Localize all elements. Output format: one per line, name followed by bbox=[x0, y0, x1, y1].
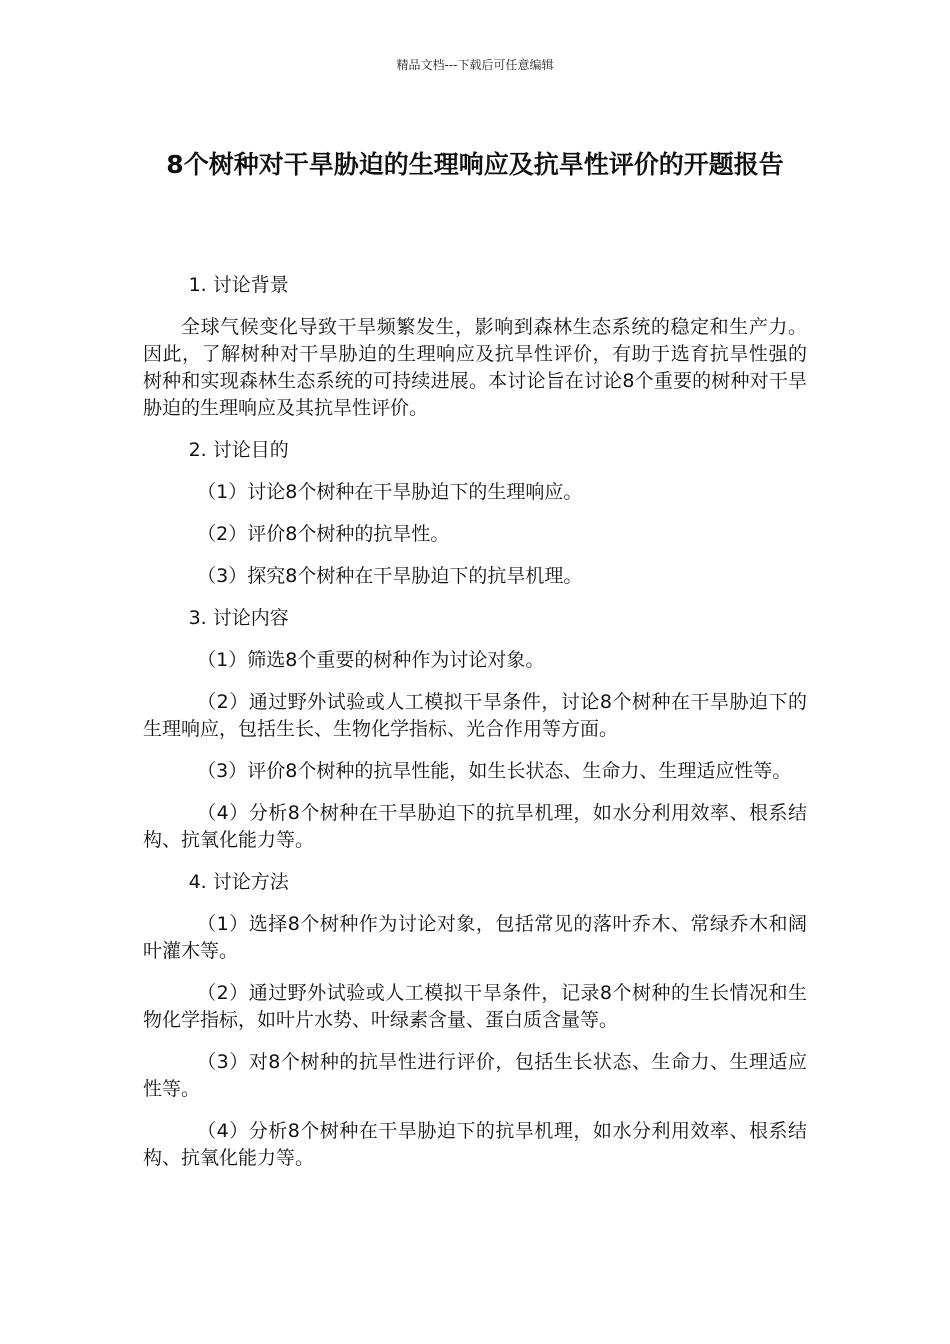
page-header-note: 精品文档---下载后可任意编辑 bbox=[396, 58, 554, 72]
objective-item: （2）评价8个树种的抗旱性。 bbox=[197, 523, 450, 545]
document-title: 8个树种对干旱胁迫的生理响应及抗旱性评价的开题报告 bbox=[166, 150, 784, 179]
content-item: （1）筛选8个重要的树种作为讨论对象。 bbox=[197, 649, 545, 671]
section-heading-objectives: 2. 讨论目的 bbox=[188, 439, 289, 461]
method-item: （2）通过野外试验或人工模拟干旱条件，记录8个树种的生长情况和生物化学指标，如叶片水势、叶绿素含量、蛋白质含量等。 bbox=[143, 982, 807, 1031]
content-item: （3）评价8个树种的抗旱性能，如生长状态、生命力、生理适应性等。 bbox=[197, 760, 792, 782]
section-heading-contents: 3. 讨论内容 bbox=[188, 607, 289, 629]
objective-item: （3）探究8个树种在干旱胁迫下的抗旱机理。 bbox=[197, 565, 583, 587]
section-heading-methods: 4. 讨论方法 bbox=[188, 871, 289, 893]
document-body bbox=[143, 272, 807, 1187]
background-paragraph: 全球气候变化导致干旱频繁发生，影响到森林生态系统的稳定和生产力。因此，了解树种对干旱胁迫的生理响应及抗旱性评价，有助于选育抗旱性强的树种和实现森林生态系统的可持续进展。本讨论旨在讨论8个重要的树种对干旱胁迫的生理响应及其抗旱性评价。 bbox=[143, 316, 807, 419]
content-item: （4）分析8个树种在干旱胁迫下的抗旱机理，如水分利用效率、根系结构、抗氧化能力等。 bbox=[143, 802, 807, 851]
method-item: （4）分析8个树种在干旱胁迫下的抗旱机理，如水分利用效率、根系结构、抗氧化能力等。 bbox=[143, 1120, 807, 1169]
method-item: （1）选择8个树种作为讨论对象，包括常见的落叶乔木、常绿乔木和阔叶灌木等。 bbox=[143, 913, 807, 962]
method-item: （3）对8个树种的抗旱性进行评价，包括生长状态、生命力、生理适应性等。 bbox=[143, 1051, 807, 1100]
objective-item: （1）讨论8个树种在干旱胁迫下的生理响应。 bbox=[197, 481, 583, 503]
content-item: （2）通过野外试验或人工模拟干旱条件，讨论8个树种在干旱胁迫下的生理响应，包括生长、生物化学指标、光合作用等方面。 bbox=[143, 691, 807, 740]
section-heading-background: 1. 讨论背景 bbox=[188, 274, 289, 296]
